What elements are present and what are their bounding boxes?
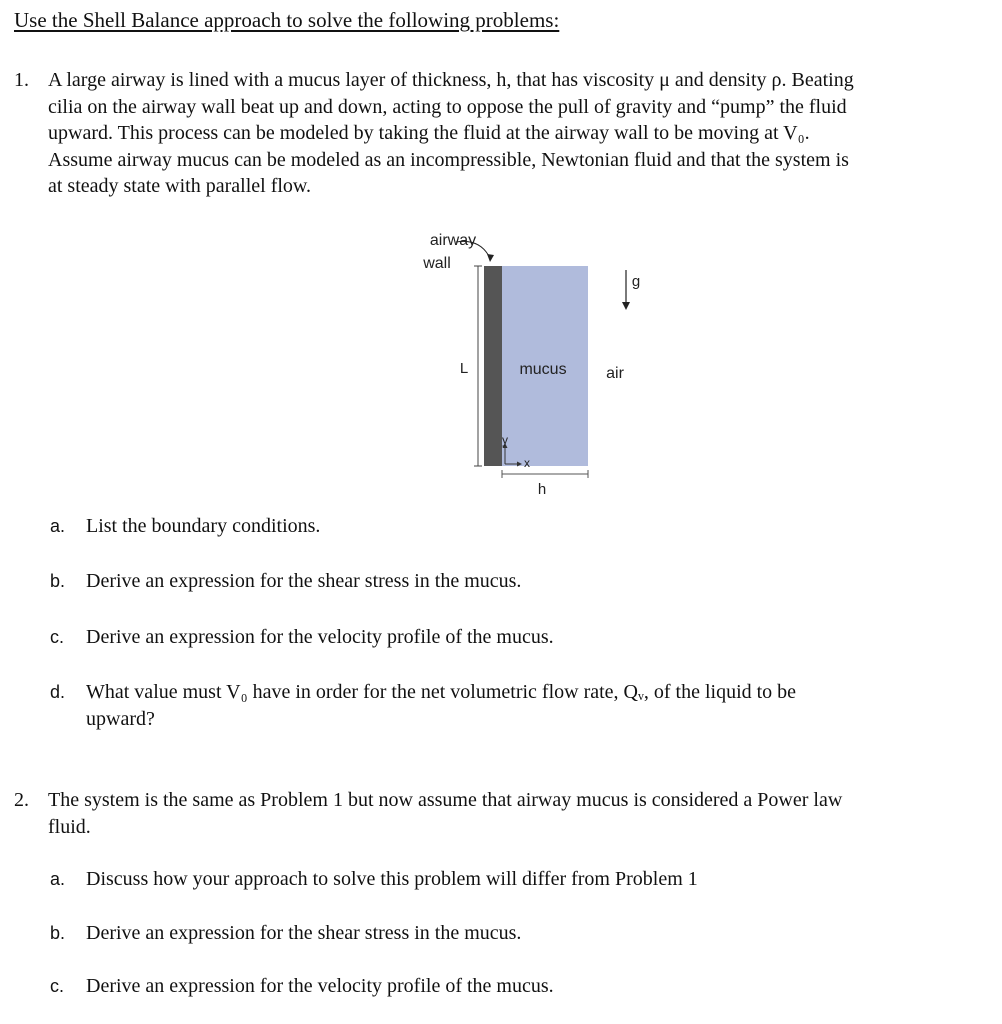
part-text: Discuss how your approach to solve this problem will differ from Problem 1 xyxy=(86,868,698,890)
part-text xyxy=(86,679,796,732)
y-axis-label: y xyxy=(502,433,508,447)
x-axis-label: x xyxy=(524,456,530,470)
problem-1-part-d xyxy=(50,679,990,735)
part-text: List the boundary conditions. xyxy=(86,515,321,537)
airway-wall xyxy=(484,266,502,466)
airway-diagram-svg xyxy=(380,220,660,510)
airway-wall-label-bottom: wall xyxy=(423,255,451,272)
problem-1-part-a xyxy=(50,513,950,543)
airway-diagram xyxy=(380,220,660,510)
part-text: Derive an expression for the velocity profile of the mucus. xyxy=(86,626,554,648)
part-line: What value must V₀ have in order for the net volumetric flow rate, Qᵥ, of the liquid to be xyxy=(86,681,797,703)
problem-2-text xyxy=(48,787,842,840)
problem-1-part-b xyxy=(50,568,950,598)
problem-1-line: at steady state with parallel flow. xyxy=(48,175,312,197)
part-letter: a. xyxy=(50,869,66,889)
air-label: air xyxy=(606,365,624,382)
problem-2-part-c xyxy=(50,973,950,1003)
part-letter: c. xyxy=(50,976,65,996)
part-text: Derive an expression for the velocity profile of the mucus. xyxy=(86,975,554,997)
problem-1-number: 1. xyxy=(14,69,29,91)
airway-wall-label-top: airway xyxy=(429,232,477,249)
mucus-label: mucus xyxy=(519,361,567,378)
part-letter: b. xyxy=(50,571,66,591)
thickness-label: h xyxy=(537,481,547,498)
problem-1-line: Assume airway mucus can be modeled as an incompressible, Newtonian fluid and that the system is xyxy=(48,148,849,171)
problem-2-line: fluid. xyxy=(48,815,91,838)
problem-1-line: cilia on the airway wall beat up and down, acting to oppose the pull of gravity and “pump” the fluid xyxy=(48,95,847,118)
problem-1 xyxy=(14,67,994,207)
problem-1-text xyxy=(48,67,854,200)
part-letter: a. xyxy=(50,516,66,536)
gravity-arrow-icon xyxy=(622,302,630,310)
part-text: Derive an expression for the shear stress in the mucus. xyxy=(86,570,522,592)
problem-1-line: A large airway is lined with a mucus layer of thickness, h, that has viscosity μ and density ρ. Beating xyxy=(48,69,854,91)
problem-2-part-b xyxy=(50,920,950,950)
part-text: Derive an expression for the shear stress in the mucus. xyxy=(86,922,522,944)
problem-2 xyxy=(14,787,994,843)
gravity-label: g xyxy=(631,273,641,290)
problem-2-part-a xyxy=(50,866,950,896)
problem-1-line: upward. This process can be modeled by taking the fluid at the airway wall to be moving at V₀. xyxy=(48,122,810,144)
part-line: upward? xyxy=(86,707,155,730)
airway-wall-arrowhead xyxy=(487,254,494,262)
part-letter: b. xyxy=(50,923,66,943)
problem-1-part-c xyxy=(50,624,950,654)
problem-2-line: The system is the same as Problem 1 but now assume that airway mucus is considered a Power law xyxy=(48,789,843,811)
length-label: L xyxy=(459,360,469,377)
part-letter: d. xyxy=(50,682,66,702)
problem-2-number: 2. xyxy=(14,789,29,811)
page-heading: Use the Shell Balance approach to solve the following problems: xyxy=(14,8,560,32)
part-letter: c. xyxy=(50,627,65,647)
